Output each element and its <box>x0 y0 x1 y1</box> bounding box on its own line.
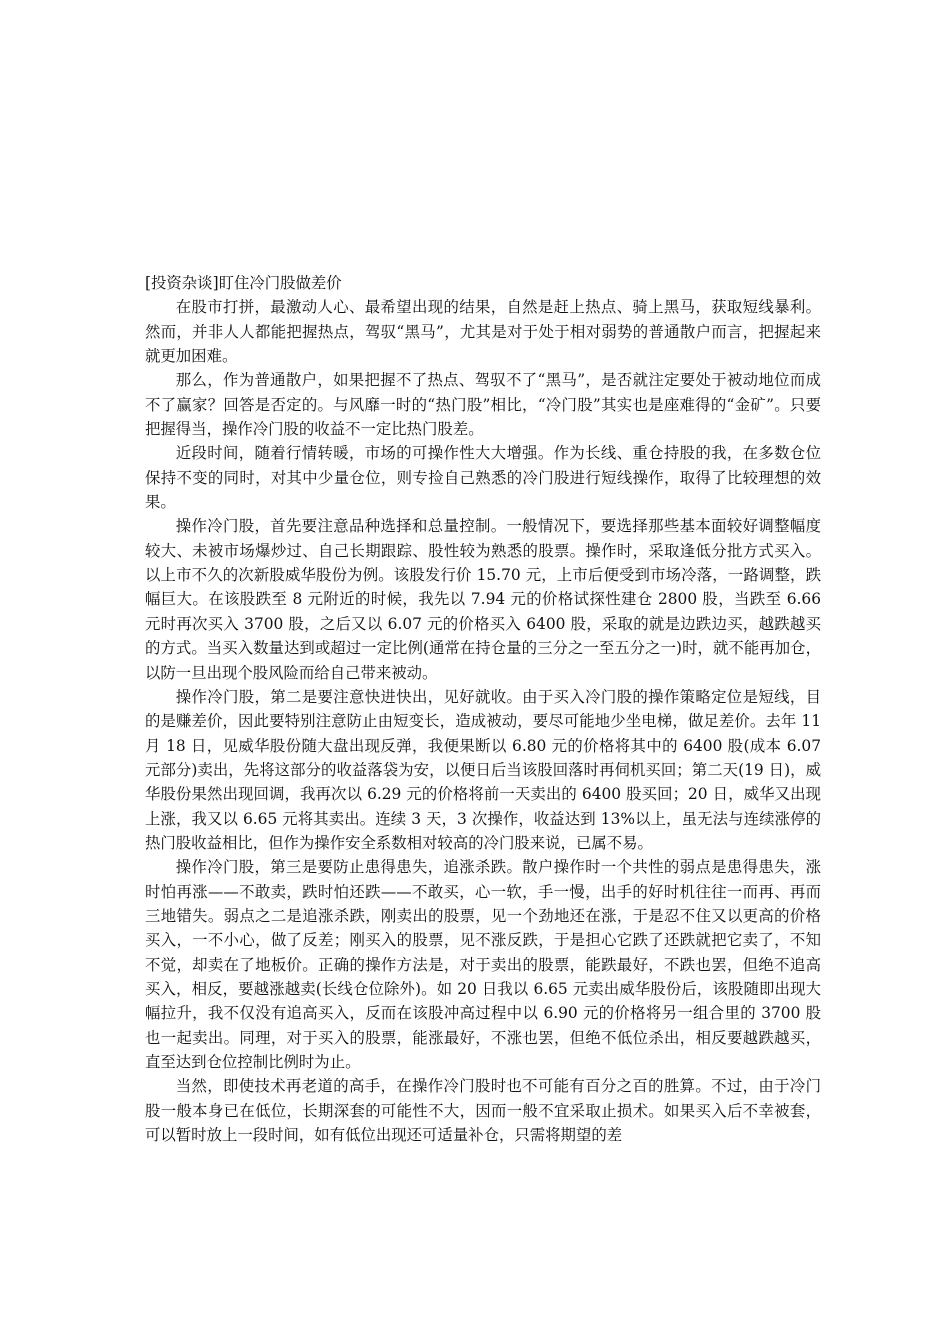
paragraph-4: 操作冷门股，首先要注意品种选择和总量控制。一般情况下，要选择那些基本面较好调整幅度较大、未被市场爆炒过、自己长期跟踪、股性较为熟悉的股票。操作时，采取逢低分批方式买入。以上市不久的次新股威华股份为例。该股发行价 15.70 元，上市后便受到市场冷落，一路调整，跌幅巨大。在该股跌至 8 元附近的时候，我先以 7.94 元的价格试探性建仓 2800 股，当跌至 6.66 元时再次买入 3700 股，之后又以 6.07 元的价格买入 6400 股，采取的就是边跌边买，越跌越买的方式。当买入数量达到或超过一定比例(通常在持仓量的三分之一至五分之一)时，就不能再加仓，以防一旦出现个股风险而给自己带来被动。 <box>145 517 821 682</box>
paragraph-7: 当然，即使技术再老道的高手，在操作冷门股时也不可能有百分之百的胜算。不过，由于冷门股一般本身已在低位，长期深套的可能性不大，因而一般不宜采取止损术。如果买入后不幸被套，可以暂时放上一段时间，如有低位出现还可适量补仓，只需将期望的差 <box>145 1077 821 1145</box>
paragraph-5: 操作冷门股，第二是要注意快进快出，见好就收。由于买入冷门股的操作策略定位是短线，目的是赚差价，因此要特别注意防止由短变长，造成被动，要尽可能地少坐电梯，做足差价。去年 11 月 18 日，见威华股份随大盘出现反弹，我便果断以 6.80 元的价格将其中的 6400 股(成本 6.07 元部分)卖出，先将这部分的收益落袋为安，以便日后当该股回落时再伺机买回；第二天(19 日)，威华股份果然出现回调，我再次以 6.29 元的价格将前一天卖出的 6400 股买回；20 日，威华又出现上涨，我又以 6.65 元将其卖出。连续 3 天，3 次操作，收益达到 13%以上，虽无法与连续涨停的热门股收益相比，但作为操作安全系数相对较高的冷门股来说，已属不易。 <box>145 687 821 852</box>
paragraph-3: 近段时间，随着行情转暖，市场的可操作性大大增强。作为长线、重仓持股的我，在多数仓位保持不变的同时，对其中少量仓位，则专捡自己熟悉的冷门股进行短线操作，取得了比较理想的效果。 <box>145 444 821 512</box>
paragraph-1: 在股市打拼，最激动人心、最希望出现的结果，自然是赶上热点、骑上黑马，获取短线暴利。然而，并非人人都能把握热点，驾驭“黑马”，尤其是对于处于相对弱势的普通散户而言，把握起来就更加困难。 <box>145 298 821 366</box>
paragraph-2: 那么，作为普通散户，如果把握不了热点、驾驭不了“黑马”，是否就注定要处于被动地位而成不了赢家？回答是否定的。与风靡一时的“热门股”相比，“冷门股”其实也是座难得的“金矿”。只要把握得当，操作冷门股的收益不一定比热门股差。 <box>145 371 821 439</box>
paragraph-6: 操作冷门股，第三是要防止患得患失，追涨杀跌。散户操作时一个共性的弱点是患得患失，涨时怕再涨——不敢卖，跌时怕还跌——不敢买，心一软，手一慢，出手的好时机往往一而再、再而三地错失。弱点之二是追涨杀跌，刚卖出的股票，见一个劲地还在涨，于是忍不住又以更高的价格买入，一不小心，做了反差；刚买入的股票，见不涨反跌，于是担心它跌了还跌就把它卖了，不知不觉，却卖在了地板价。正确的操作方法是，对于卖出的股票，能跌最好，不跌也罢，但绝不追高买入，相反，要越涨越卖(长线仓位除外)。如 20 日我以 6.65 元卖出威华股份后，该股随即出现大幅拉升，我不仅没有追高买入，反而在该股冲高过程中以 6.90 元的价格将另一组合里的 3700 股也一起卖出。同理，对于买入的股票，能涨最好，不涨也罢，但绝不低位杀出，相反要越跌越买，直至达到仓位控制比例时为止。 <box>145 858 821 1071</box>
document-body <box>145 271 821 1147</box>
article-title: [投资杂谈]盯住冷门股做差价 <box>145 274 342 292</box>
